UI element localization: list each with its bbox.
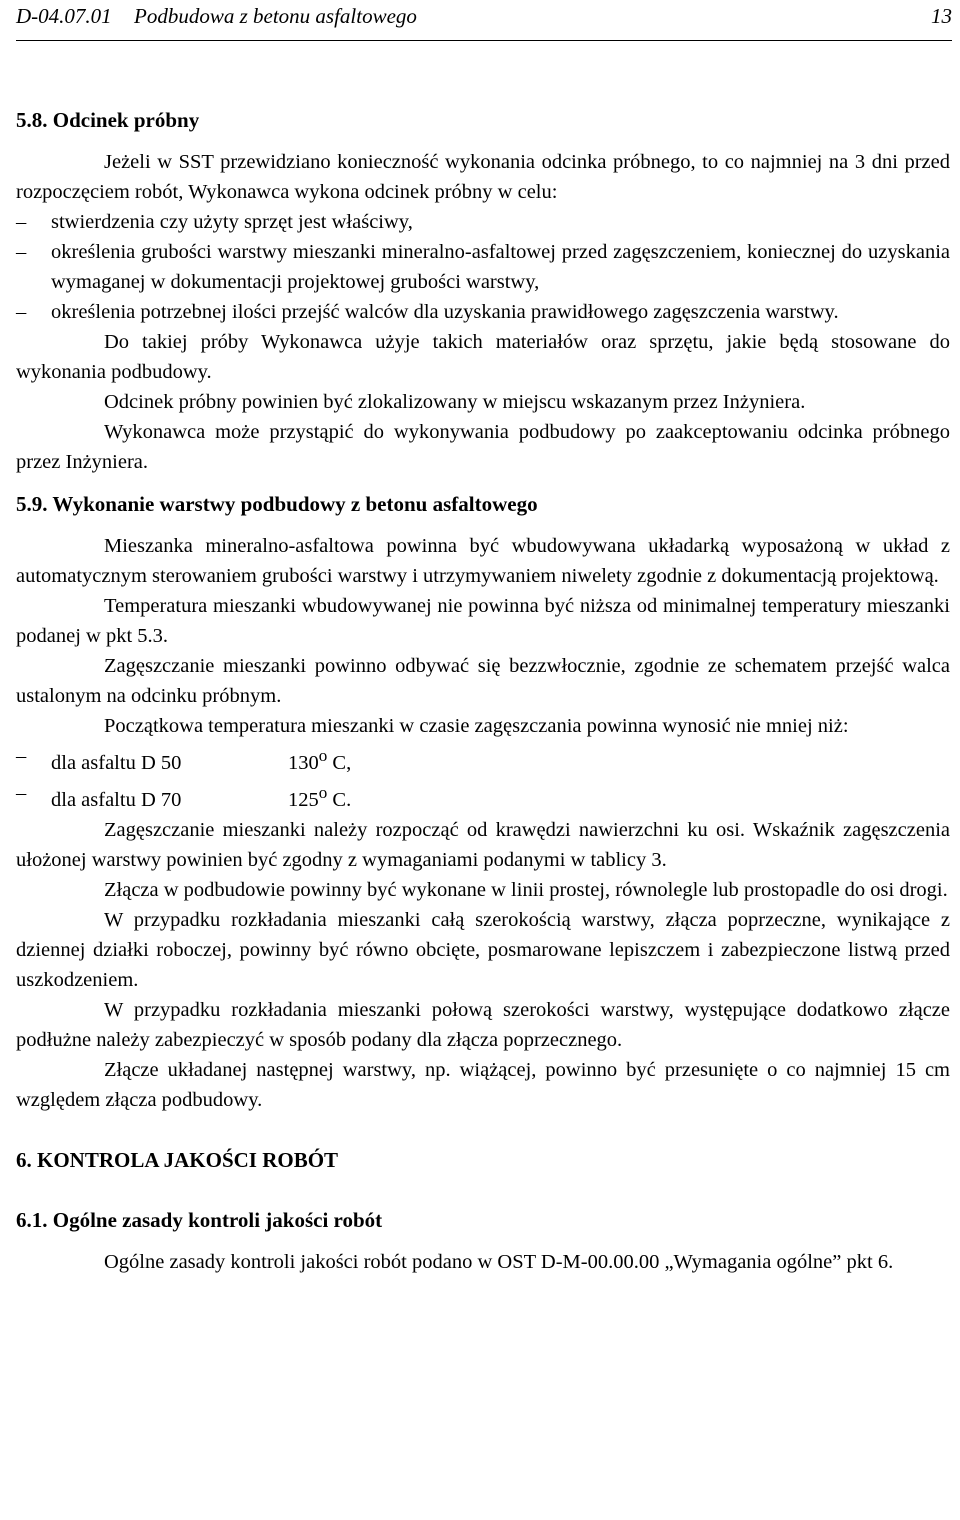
section-5-9-paragraph: Złącze układanej następnej warstwy, np. wiążącej, powinno być przesunięte o co najmniej 15 cm względem złącza podbudowy. (16, 1058, 950, 1111)
asphalt-grade: dla asfaltu D 70 (51, 788, 182, 811)
temperature-unit: C, (332, 751, 352, 774)
temperature-item (16, 741, 950, 778)
section-5-9-heading: 5.9. Wykonanie warstwy podbudowy z betonu asfaltowego (16, 492, 538, 516)
list-item (16, 297, 950, 327)
list-item (16, 207, 950, 237)
page-header (16, 4, 952, 34)
section-5-9-paragraph: Temperatura mieszanki wbudowywanej nie powinna być niższa od minimalnej temperatury mieszanki podanej w pkt 5.3. (16, 595, 950, 647)
section-5-8-bullet-list (16, 207, 950, 327)
temperature-unit: C. (332, 788, 352, 811)
asphalt-grade: dla asfaltu D 50 (51, 751, 182, 774)
degree-marker: o (318, 746, 328, 765)
document-title: Podbudowa z betonu asfaltowego (134, 4, 417, 28)
temperature-value: 125 (288, 788, 319, 811)
section-5-9-paragraph: Zagęszczanie mieszanki powinno odbywać się bezzwłocznie, zgodnie ze schematem przejść walca ustalonym na odcinku próbnym. (16, 655, 950, 707)
dash-bullet: – (16, 241, 27, 263)
section-5-8-paragraph: Odcinek próbny powinien być zlokalizowany w miejscu wskazanym przez Inżyniera. (104, 391, 806, 413)
section-6-1-paragraph: Ogólne zasady kontroli jakości robót podano w OST D-M-00.00.00 „Wymagania ogólne” pkt 6. (104, 1250, 894, 1273)
temperature-item (16, 778, 950, 815)
section-5-9-paragraph: Początkowa temperatura mieszanki w czasie zagęszczania powinna wynosić nie mniej niż: (104, 715, 849, 737)
list-item (16, 237, 950, 297)
section-5-8-paragraph: Wykonawca może przystąpić do wykonywania podbudowy po zaakceptowaniu odcinka próbnego przez Inżyniera. (16, 421, 950, 473)
document-code: D-04.07.01 (16, 4, 112, 28)
section-5-9-paragraph: Mieszanka mineralno-asfaltowa powinna być wbudowywana układarką wyposażoną w układ z automatycznym sterowaniem grubości warstwy i utrzymywaniem niwelety zgodnie z dokumentacją projektową. (16, 535, 950, 587)
section-6-heading: 6. KONTROLA JAKOŚCI ROBÓT (16, 1147, 339, 1172)
list-item-text: określenia grubości warstwy mieszanki mineralno-asfaltowej przed zagęszczeniem, koniecznej do uzyskania wymaganej w dokumentacji projektowej grubości warstwy, (51, 241, 950, 293)
section-5-9-paragraph: W przypadku rozkładania mieszanki połową szerokości warstwy, występujące dodatkowo złącze podłużne należy zabezpieczyć w sposób podany dla złącza poprzecznego. (16, 998, 950, 1051)
dash-bullet: – (16, 301, 27, 323)
degree-marker: o (318, 782, 328, 802)
list-item-text: określenia potrzebnej ilości przejść walców dla uzyskania prawidłowego zagęszczenia warstwy. (51, 301, 839, 323)
list-item-text: stwierdzenia czy użyty sprzęt jest właściwy, (51, 211, 413, 233)
section-5-9-paragraph: Zagęszczanie mieszanki należy rozpocząć od krawędzi nawierzchni ku osi. Wskaźnik zagęszczenia ułożonej warstwy powinien być zgodny z wymaganiami podanymi w tablicy 3. (16, 818, 950, 871)
header-divider (16, 40, 952, 41)
section-5-8-paragraph: Do takiej próby Wykonawca użyje takich materiałów oraz sprzętu, jakie będą stosowane do wykonania podbudowy. (16, 331, 950, 383)
dash-bullet: – (16, 211, 27, 233)
section-5-8-intro: Jeżeli w SST przewidziano konieczność wykonania odcinka próbnego, to co najmniej na 3 dni przed rozpoczęciem robót, Wykonawca wykona odcinek próbny w celu: (16, 151, 950, 203)
section-6-1-heading: 6.1. Ogólne zasady kontroli jakości robót (16, 1207, 383, 1232)
section-5-8-heading: 5.8. Odcinek próbny (16, 108, 200, 132)
section-5-9-paragraph: W przypadku rozkładania mieszanki całą szerokością warstwy, złącza poprzeczne, wynikające z dziennej działki roboczej, powinny być równo obcięte, posmarowane lepiszczem i zabezpieczone listwą przed uszkodzeniem. (16, 908, 950, 991)
temperature-list (16, 741, 950, 815)
page-number: 13 (931, 4, 952, 28)
document-body (16, 105, 950, 1277)
dash-bullet: – (16, 745, 27, 767)
temperature-value: 130 (288, 751, 319, 774)
dash-bullet: – (16, 781, 27, 804)
section-5-9-paragraph: Złącza w podbudowie powinny być wykonane w linii prostej, równolegle lub prostopadle do osi drogi. (104, 878, 948, 901)
